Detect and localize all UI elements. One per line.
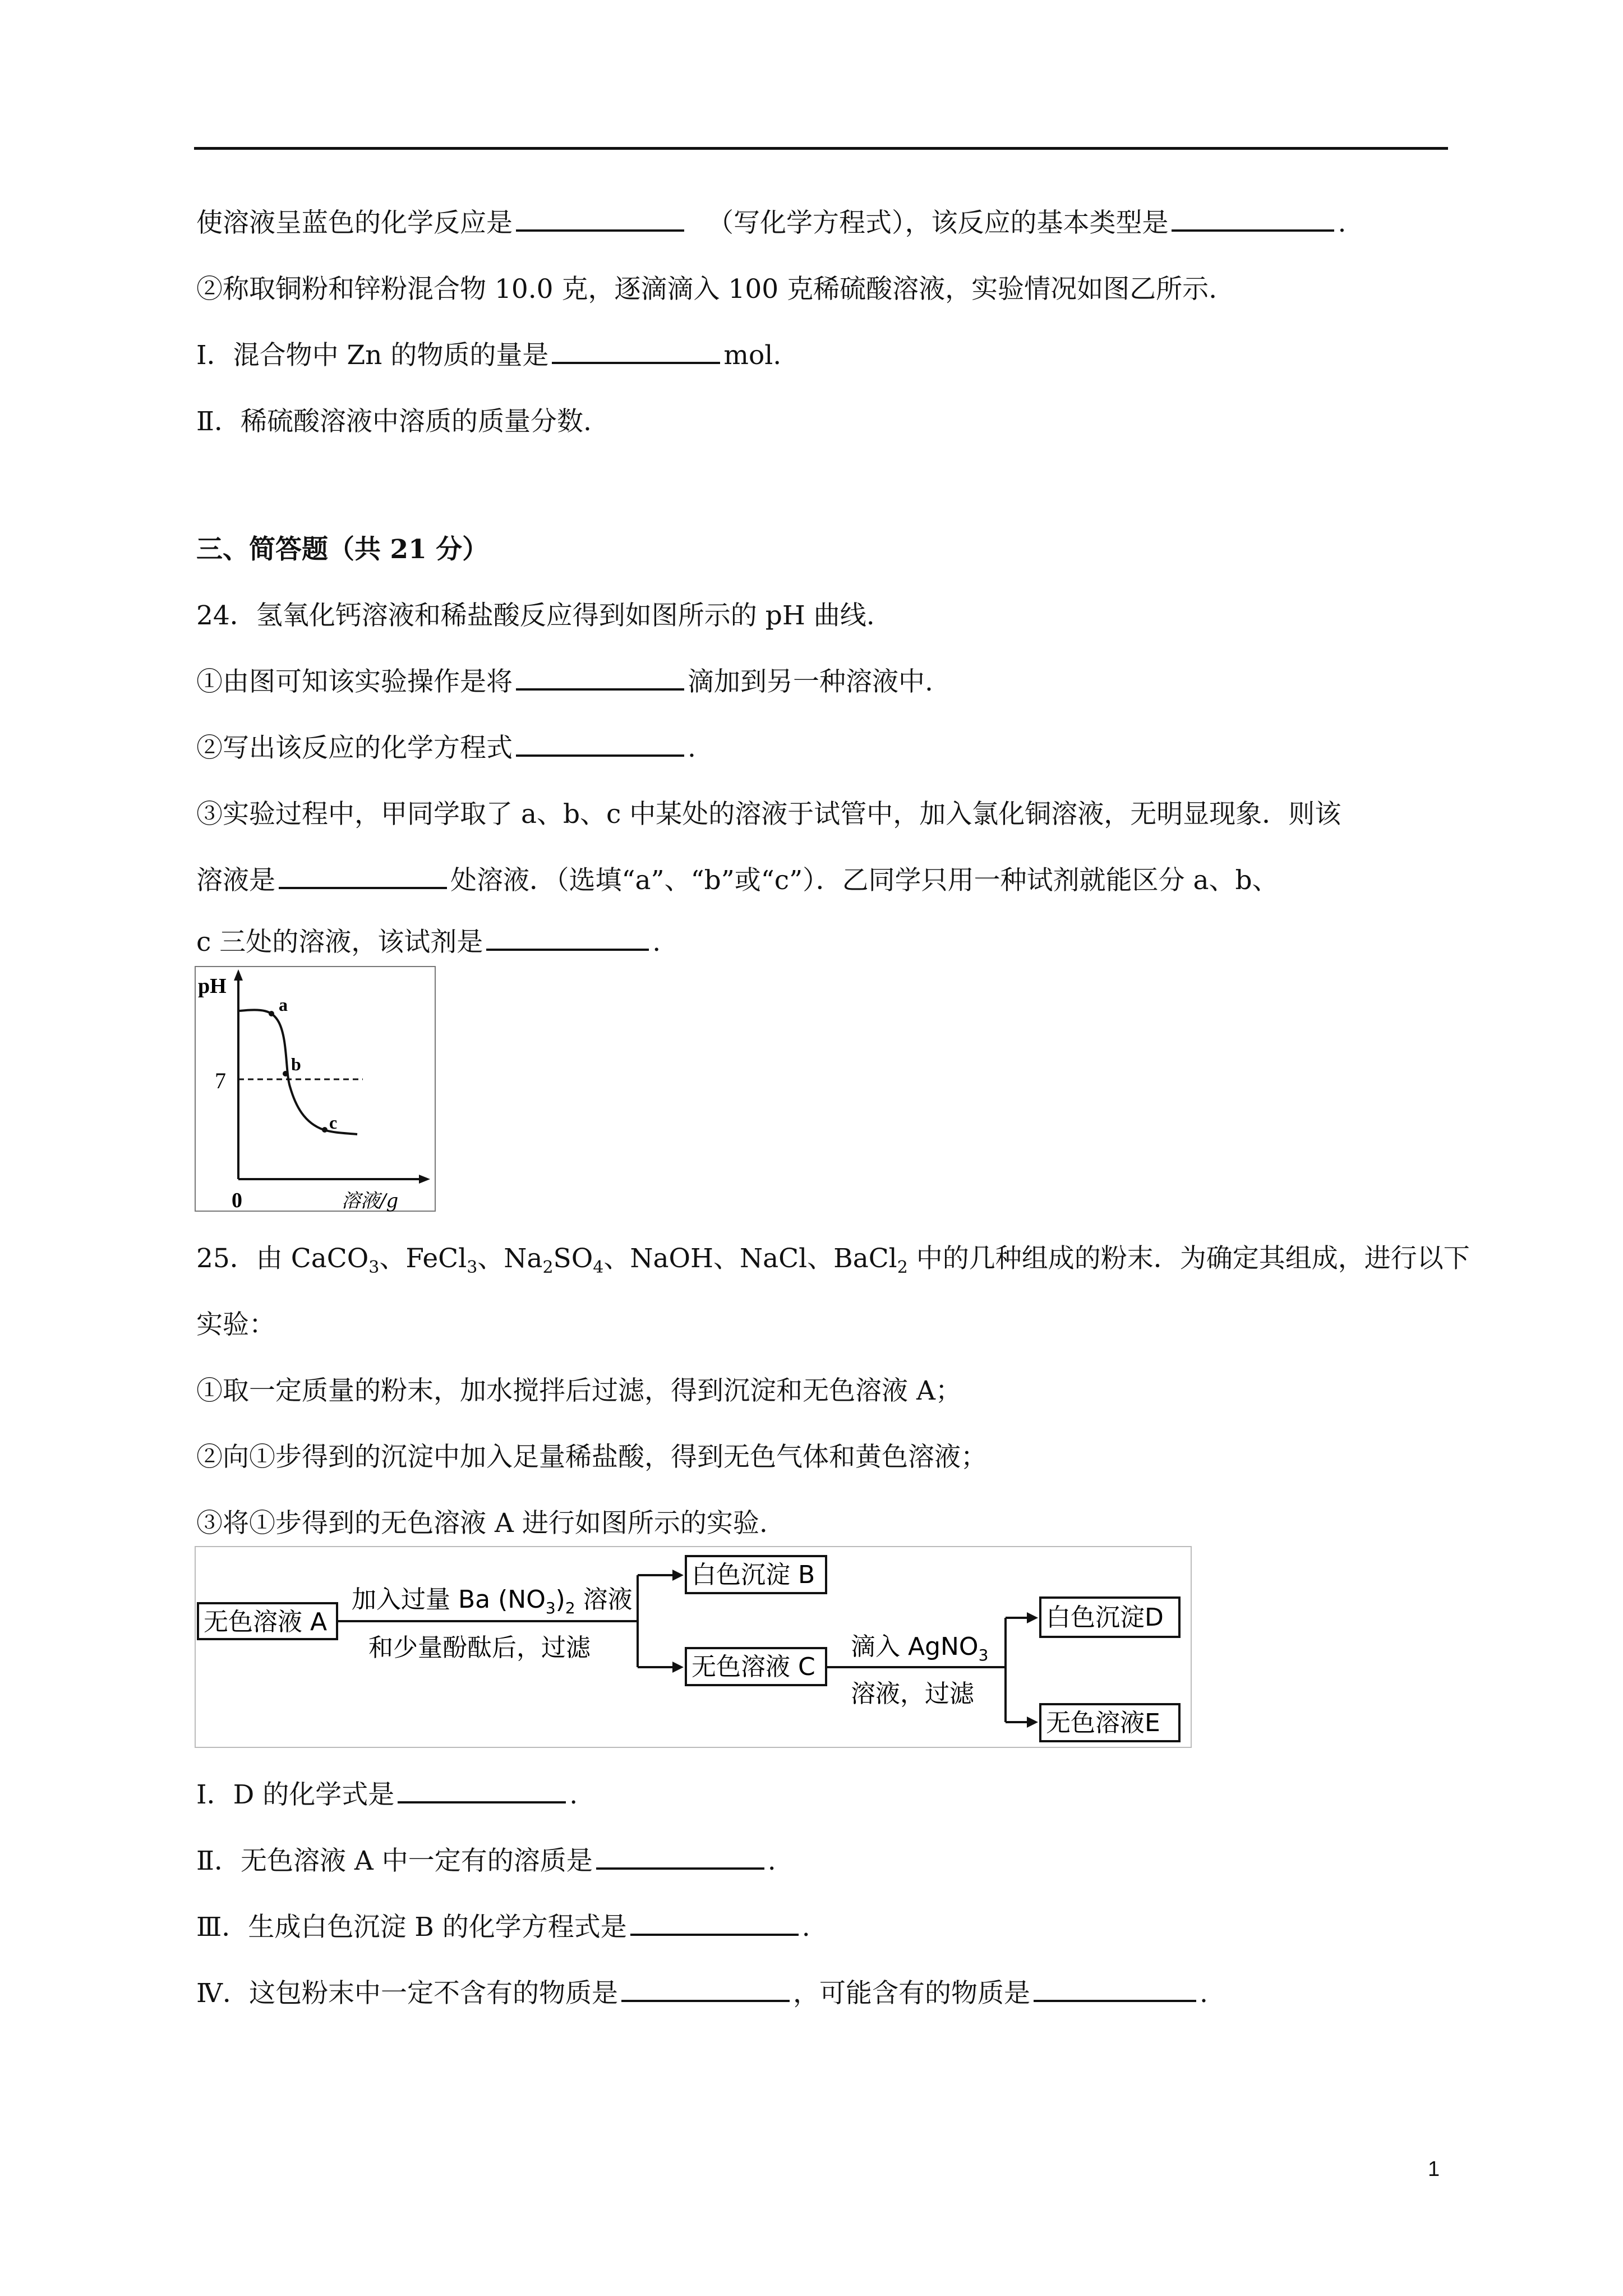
page-number: 1 — [1428, 2157, 1440, 2181]
experiment-flow-diagram — [195, 1546, 1192, 1748]
subscript: 3 — [545, 1599, 556, 1617]
question-line: 实验： — [196, 1309, 275, 1340]
text: Ⅱ．无色溶液 A 中一定有的溶质是 — [196, 1846, 593, 1876]
answer-blank[interactable] — [516, 732, 684, 757]
box-c-label: 无色溶液 C — [691, 1653, 815, 1681]
subscript: 4 — [593, 1258, 604, 1277]
answer-blank[interactable] — [630, 1911, 799, 1936]
text: ，可能含有的物质是 — [792, 1978, 1030, 2009]
question-line: Ⅱ．稀硫酸溶液中溶质的质量分数. — [196, 406, 592, 437]
text: 、FeCl — [379, 1243, 467, 1274]
text: 、NaOH、NaCl、BaCl — [603, 1243, 897, 1274]
subscript: 2 — [565, 1599, 575, 1617]
ph7-tick-label: 7 — [215, 1068, 226, 1093]
point-a-label: a — [279, 995, 288, 1015]
text: ①由图可知该实验操作是将 — [196, 666, 513, 697]
arrowhead-c — [672, 1662, 684, 1673]
origin-label: 0 — [232, 1189, 242, 1212]
text: 中的几种组成的粉末．为确定其组成，进行以下 — [907, 1243, 1470, 1274]
text: （写化学方程式），该反应的基本类型是 — [707, 208, 1169, 238]
text: Ⅰ．D 的化学式是 — [196, 1779, 395, 1810]
step1-text: 加入过量 Ba (NO — [352, 1585, 546, 1614]
text: c 三处的溶液，该试剂是 — [196, 927, 483, 958]
question-line: ③实验过程中，甲同学取了 a、b、c 中某处的溶液于试管中，加入氯化铜溶液，无明显现象．则该 — [196, 799, 1341, 830]
text: . — [801, 1912, 810, 1943]
question-line — [196, 924, 661, 960]
step2-condition-text: 溶液，过滤 — [851, 1680, 974, 1708]
point-a-marker — [269, 1011, 274, 1016]
question-line — [196, 730, 696, 766]
text: Ⅰ．混合物中 Zn 的物质的量是 — [196, 340, 549, 371]
text: 、Na — [477, 1243, 543, 1274]
answer-blank[interactable] — [279, 864, 447, 889]
text: ②写出该反应的化学方程式 — [196, 733, 513, 763]
header-rule — [194, 147, 1448, 150]
box-e-label: 无色溶液E — [1046, 1709, 1160, 1737]
text: 溶液是 — [196, 865, 275, 896]
question-line — [196, 1910, 810, 1945]
box-a-label: 无色溶液 A — [204, 1608, 328, 1636]
question-line — [196, 1777, 578, 1813]
point-c-marker — [322, 1127, 328, 1133]
arrowhead-b — [672, 1570, 684, 1581]
point-b-marker — [283, 1071, 288, 1076]
step1-reagent-text — [352, 1585, 633, 1617]
answer-blank[interactable] — [596, 1845, 764, 1870]
subscript: 3 — [467, 1258, 478, 1277]
text: 滴加到另一种溶液中. — [688, 666, 933, 697]
box-b-label: 白色沉淀 B — [691, 1561, 815, 1589]
ph-curve-figure — [195, 966, 436, 1212]
answer-blank[interactable] — [516, 207, 684, 232]
question-line — [196, 205, 1346, 241]
figure-frame — [195, 967, 435, 1211]
text: . — [652, 927, 661, 958]
question-line: ①取一定质量的粉末，加水搅拌后过滤，得到沉淀和无色溶液 A； — [196, 1375, 962, 1406]
question-line — [196, 863, 1279, 899]
text: 25．由 CaCO — [196, 1243, 369, 1274]
arrowhead-d — [1027, 1612, 1038, 1623]
text: . — [1199, 1978, 1208, 2009]
y-axis-arrow — [234, 969, 243, 981]
subscript: 2 — [897, 1258, 908, 1277]
question-line: ②称取铜粉和锌粉混合物 10.0 克，逐滴滴入 100 克稀硫酸溶液，实验情况如图乙所示. — [196, 274, 1218, 305]
step2-reagent-text — [851, 1632, 988, 1664]
text: . — [688, 733, 696, 763]
step1-text: 溶液 — [575, 1585, 633, 1614]
question-line: ②向①步得到的沉淀中加入足量稀盐酸，得到无色气体和黄色溶液； — [196, 1442, 987, 1473]
question-title: 24．氢氧化钙溶液和稀盐酸反应得到如图所示的 pH 曲线. — [196, 600, 875, 631]
answer-blank[interactable] — [621, 1977, 790, 2002]
answer-blank[interactable] — [552, 339, 720, 364]
text: Ⅳ．这包粉末中一定不含有的物质是 — [196, 1978, 618, 2009]
text: SO — [553, 1243, 593, 1274]
x-axis-label: 溶液/g — [342, 1190, 399, 1212]
arrowhead-e — [1027, 1717, 1038, 1728]
answer-blank[interactable] — [398, 1779, 566, 1803]
text: . — [1338, 208, 1347, 238]
y-axis-label: pH — [198, 974, 227, 998]
answer-blank[interactable] — [516, 666, 684, 691]
subscript: 3 — [978, 1646, 989, 1664]
question-line: ③将①步得到的无色溶液 A 进行如图所示的实验. — [196, 1508, 768, 1539]
question-line — [196, 338, 781, 374]
question-line — [196, 1976, 1208, 2012]
text: . — [569, 1779, 578, 1810]
point-b-label: b — [291, 1054, 301, 1074]
x-axis-arrow — [419, 1175, 430, 1184]
answer-blank[interactable] — [486, 926, 649, 951]
question-title — [196, 1241, 1470, 1286]
answer-blank[interactable] — [1172, 207, 1334, 232]
box-d-label: 白色沉淀D — [1046, 1603, 1164, 1632]
answer-blank[interactable] — [1034, 1977, 1196, 2002]
text: . — [767, 1846, 776, 1876]
point-c-label: c — [329, 1112, 338, 1133]
step1-condition-text: 和少量酚酞后，过滤 — [368, 1634, 591, 1662]
question-line — [196, 1843, 776, 1879]
question-line — [196, 664, 933, 700]
text: 使溶液呈蓝色的化学反应是 — [196, 208, 513, 238]
subscript: 2 — [542, 1258, 554, 1277]
step1-text: ) — [555, 1585, 565, 1614]
step2-text: 滴入 AgNO — [851, 1632, 979, 1661]
subscript: 3 — [368, 1258, 380, 1277]
text: Ⅲ．生成白色沉淀 B 的化学方程式是 — [196, 1912, 627, 1943]
text: 处溶液．（选填“a”、“b”或“c”）．乙同学只用一种试剂就能区分 a、b、 — [450, 865, 1279, 896]
section-heading: 三、简答题（共 21 分） — [196, 534, 489, 565]
text: mol. — [723, 340, 782, 371]
